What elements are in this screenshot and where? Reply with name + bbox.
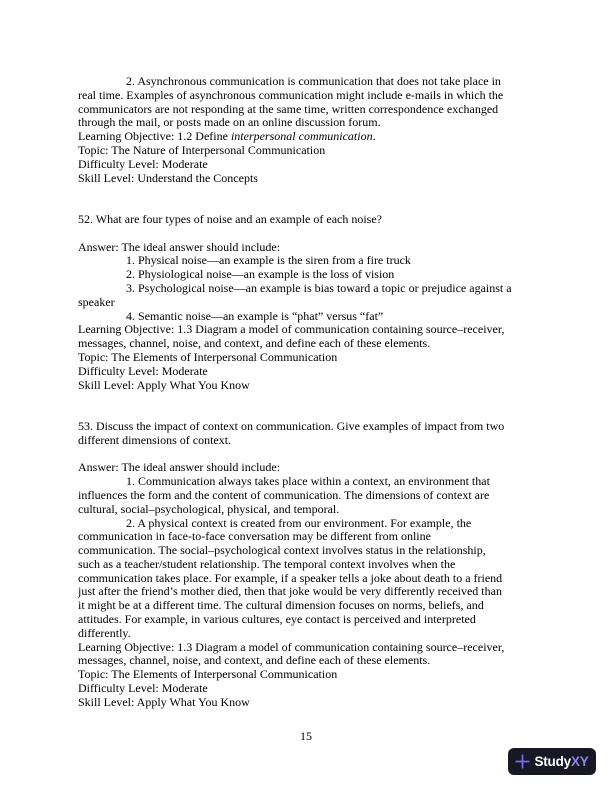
text-run: Skill Level: Understand the Concepts [78, 170, 258, 185]
text-run: Topic: The Elements of Interpersonal Communication [78, 667, 338, 682]
text-run: through the mail, or posts made on an online discussion forum. [78, 115, 381, 130]
text-run: 3. Psychological noise—an example is bias toward a topic or prejudice against a [126, 280, 512, 295]
text-line [78, 116, 548, 130]
text-run: cultural, social–psychological, physical, and temporal. [78, 501, 340, 516]
text-run: different dimensions of context. [78, 432, 232, 447]
text-line [78, 682, 548, 696]
document-text [78, 75, 548, 710]
text-line [78, 627, 548, 641]
text-line [78, 89, 548, 103]
blank-line [78, 448, 548, 462]
text-line [78, 696, 548, 710]
text-run: 1. Physical noise—an example is the siren from a fire truck [126, 253, 411, 268]
text-run: 2. Asynchronous communication is communication that does not take place in [126, 74, 501, 88]
text-line [78, 323, 548, 337]
text-run: Answer: The ideal answer should include: [78, 239, 281, 254]
brand-name-xy: XY [570, 753, 589, 769]
text-line [78, 213, 548, 227]
text-run: Difficulty Level: Moderate [78, 156, 208, 171]
text-run: such as a teacher/student relationship. The temporal context involves when the [78, 556, 456, 571]
text-line [78, 613, 548, 627]
text-run: 2. Physiological noise—an example is the loss of vision [126, 267, 395, 282]
text-line [78, 337, 548, 351]
text-run: Learning Objective: 1.2 Define [78, 129, 231, 144]
studyxy-logo-badge[interactable] [508, 748, 596, 775]
text-line [78, 434, 548, 448]
text-line [78, 130, 548, 144]
text-line [78, 103, 548, 117]
text-line [78, 475, 548, 489]
text-run: . [372, 129, 376, 144]
brand-wordmark [534, 755, 588, 769]
text-line [78, 654, 548, 668]
blank-line [78, 227, 548, 241]
text-line [78, 668, 548, 682]
text-run: Learning Objective: 1.3 Diagram a model of communication containing source–receiver, [78, 639, 505, 654]
text-run: 53. Discuss the impact of context on communication. Give examples of impact from two [78, 418, 505, 433]
text-line [78, 599, 548, 613]
text-line [78, 517, 548, 531]
text-line [78, 172, 548, 186]
text-line [78, 282, 548, 296]
text-line [78, 379, 548, 393]
text-run: messages, channel, noise, and context, and define each of these elements. [78, 653, 431, 668]
text-line [78, 420, 548, 434]
text-run: influences the form and the content of communication. The dimensions of context are [78, 487, 490, 502]
text-line [78, 544, 548, 558]
text-run: it might be at a different time. The cultural dimension focuses on norms, beliefs, and [78, 598, 484, 613]
question-51-answer-continued [78, 75, 548, 185]
text-line [78, 75, 548, 89]
text-run: Skill Level: Apply What You Know [78, 694, 250, 709]
text-line [78, 351, 548, 365]
text-run: Difficulty Level: Moderate [78, 363, 208, 378]
text-line [78, 158, 548, 172]
question-53 [78, 420, 548, 710]
text-line [78, 241, 548, 255]
text-line [78, 365, 548, 379]
text-run: Answer: The ideal answer should include: [78, 460, 281, 475]
text-run: communication in face-to-face conversation may be different from online [78, 529, 431, 544]
text-line [78, 641, 548, 655]
text-run: 52. What are four types of noise and an example of each noise? [78, 211, 382, 226]
text-run: communicators are not responding at the same time, written correspondence exchanged [78, 101, 499, 116]
brand-name-study: Study [534, 753, 571, 769]
text-line [78, 296, 548, 310]
plus-icon [515, 754, 530, 769]
text-line [78, 254, 548, 268]
text-line [78, 268, 548, 282]
text-line [78, 585, 548, 599]
text-line [78, 503, 548, 517]
text-run: Difficulty Level: Moderate [78, 681, 208, 696]
text-run: 4. Semantic noise—an example is “phat” versus “fat” [126, 308, 384, 323]
text-run: Skill Level: Apply What You Know [78, 377, 250, 392]
text-run: Learning Objective: 1.3 Diagram a model of communication containing source–receiver, [78, 322, 505, 337]
text-line [78, 572, 548, 586]
question-52 [78, 213, 548, 392]
text-line [78, 558, 548, 572]
text-run: Topic: The Nature of Interpersonal Communication [78, 142, 326, 157]
text-run: Topic: The Elements of Interpersonal Communication [78, 349, 338, 364]
text-line [78, 310, 548, 324]
text-run: real time. Examples of asynchronous communication might include e-mails in which the [78, 87, 504, 102]
text-line [78, 144, 548, 158]
text-run: just after the friend’s mother died, then that joke would be very differently received than [78, 584, 502, 599]
text-run: messages, channel, noise, and context, and define each of these elements. [78, 336, 431, 351]
text-run: 1. Communication always takes place within a context, an environment that [126, 474, 490, 489]
text-line [78, 530, 548, 544]
text-line [78, 489, 548, 503]
text-run: communication. The social–psychological context involves status in the relationship, [78, 543, 486, 558]
italic-text-run: interpersonal communication [230, 129, 373, 144]
text-run: speaker [78, 294, 115, 309]
text-run: 2. A physical context is created from our environment. For example, the [126, 515, 472, 530]
text-run: differently. [78, 625, 131, 640]
text-run: attitudes. For example, in various cultures, eye contact is perceived and interpreted [78, 612, 476, 627]
text-line [78, 461, 548, 475]
text-run: communication takes place. For example, if a speaker tells a joke about death to a friend [78, 570, 503, 585]
page-number: 15 [300, 729, 312, 743]
